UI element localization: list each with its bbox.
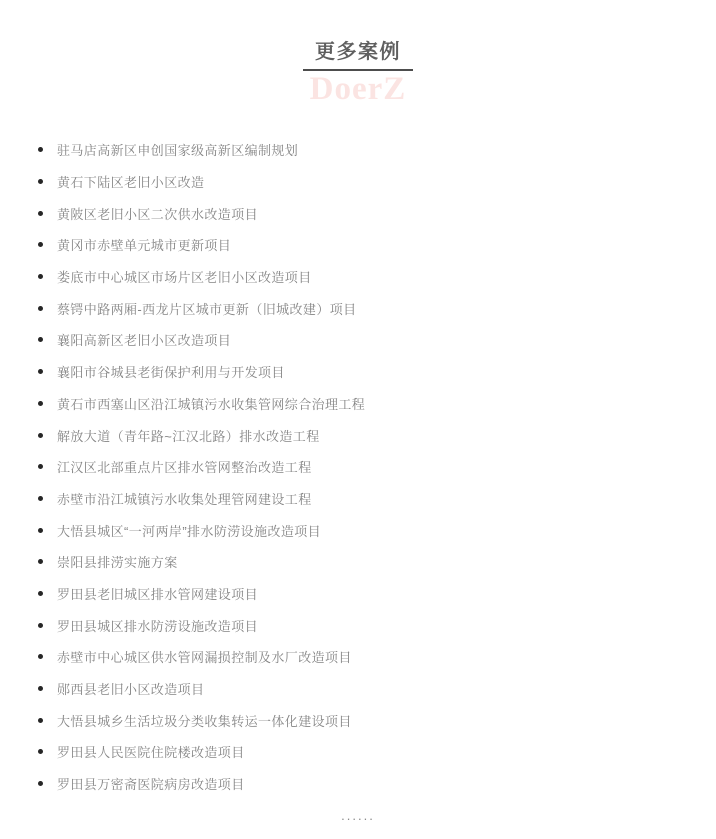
case-item-label: 黄陂区老旧小区二次供水改造项目 xyxy=(57,206,259,222)
case-item-label: 襄阳高新区老旧小区改造项目 xyxy=(57,333,232,349)
list-item xyxy=(38,736,365,768)
list-item xyxy=(38,768,365,800)
case-item-label: 襄阳市谷城县老街保护利用与开发项目 xyxy=(57,365,285,381)
case-item-label: 驻马店高新区申创国家级高新区编制规划 xyxy=(57,143,299,159)
bullet-icon xyxy=(38,559,43,564)
bullet-icon xyxy=(38,179,43,184)
bullet-icon xyxy=(38,718,43,723)
bullet-icon xyxy=(38,591,43,596)
section-title: 更多案例 xyxy=(303,41,413,71)
list-item xyxy=(38,641,365,673)
bullet-icon xyxy=(38,781,43,786)
case-item-label: 赤壁市沿江城镇污水收集处理管网建设工程 xyxy=(57,491,312,507)
list-item xyxy=(38,514,365,546)
bullet-icon xyxy=(38,401,43,406)
list-item xyxy=(38,388,365,420)
list-item xyxy=(38,134,365,166)
case-item-label: 蔡锷中路两厢-西龙片区城市更新（旧城改建）项目 xyxy=(57,301,357,317)
watermark: DoerZ xyxy=(309,71,407,107)
list-item xyxy=(38,166,365,198)
case-item-label: 大悟县城乡生活垃圾分类收集转运一体化建设项目 xyxy=(57,713,352,729)
bullet-icon xyxy=(38,749,43,754)
bullet-icon xyxy=(38,464,43,469)
case-list xyxy=(38,134,365,799)
case-item-label: 罗田县城区排水防涝设施改造项目 xyxy=(57,618,259,634)
bullet-icon xyxy=(38,242,43,247)
list-item xyxy=(38,324,365,356)
list-item xyxy=(38,261,365,293)
case-item-label: 黄石市西塞山区沿江城镇污水收集管网综合治理工程 xyxy=(57,396,366,412)
bullet-icon xyxy=(38,147,43,152)
bullet-icon xyxy=(38,306,43,311)
list-item xyxy=(38,419,365,451)
list-item xyxy=(38,704,365,736)
list-item xyxy=(38,483,365,515)
list-item xyxy=(38,673,365,705)
case-item-label: 罗田县人民医院住院楼改造项目 xyxy=(57,745,245,761)
case-item-label: 大悟县城区“一河两岸”排水防涝设施改造项目 xyxy=(57,523,322,539)
bullet-icon xyxy=(38,528,43,533)
bullet-icon xyxy=(38,433,43,438)
case-item-label: 解放大道（青年路~江汉北路）排水改造工程 xyxy=(57,428,320,444)
bullet-icon xyxy=(38,274,43,279)
bullet-icon xyxy=(38,623,43,628)
case-item-label: 郧西县老旧小区改造项目 xyxy=(57,682,205,698)
list-item xyxy=(38,197,365,229)
case-item-label: 崇阳县排涝实施方案 xyxy=(57,555,178,571)
list-item xyxy=(38,609,365,641)
list-item xyxy=(38,292,365,324)
section-header xyxy=(0,41,716,106)
list-item xyxy=(38,229,365,261)
bullet-icon xyxy=(38,337,43,342)
case-item-label: 赤壁市中心城区供水管网漏损控制及水厂改造项目 xyxy=(57,650,352,666)
case-item-label: 黄冈市赤壁单元城市更新项目 xyxy=(57,238,232,254)
more-indicator: ...... xyxy=(341,808,375,823)
list-item xyxy=(38,451,365,483)
case-item-label: 黄石下陆区老旧小区改造 xyxy=(57,175,205,191)
bullet-icon xyxy=(38,654,43,659)
list-item xyxy=(38,546,365,578)
bullet-icon xyxy=(38,369,43,374)
case-item-label: 罗田县老旧城区排水管网建设项目 xyxy=(57,586,259,602)
case-item-label: 罗田县万密斋医院病房改造项目 xyxy=(57,777,245,793)
list-item xyxy=(38,356,365,388)
case-item-label: 娄底市中心城区市场片区老旧小区改造项目 xyxy=(57,270,312,286)
bullet-icon xyxy=(38,686,43,691)
list-item xyxy=(38,578,365,610)
case-item-label: 江汉区北部重点片区排水管网整治改造工程 xyxy=(57,460,312,476)
bullet-icon xyxy=(38,496,43,501)
bullet-icon xyxy=(38,211,43,216)
